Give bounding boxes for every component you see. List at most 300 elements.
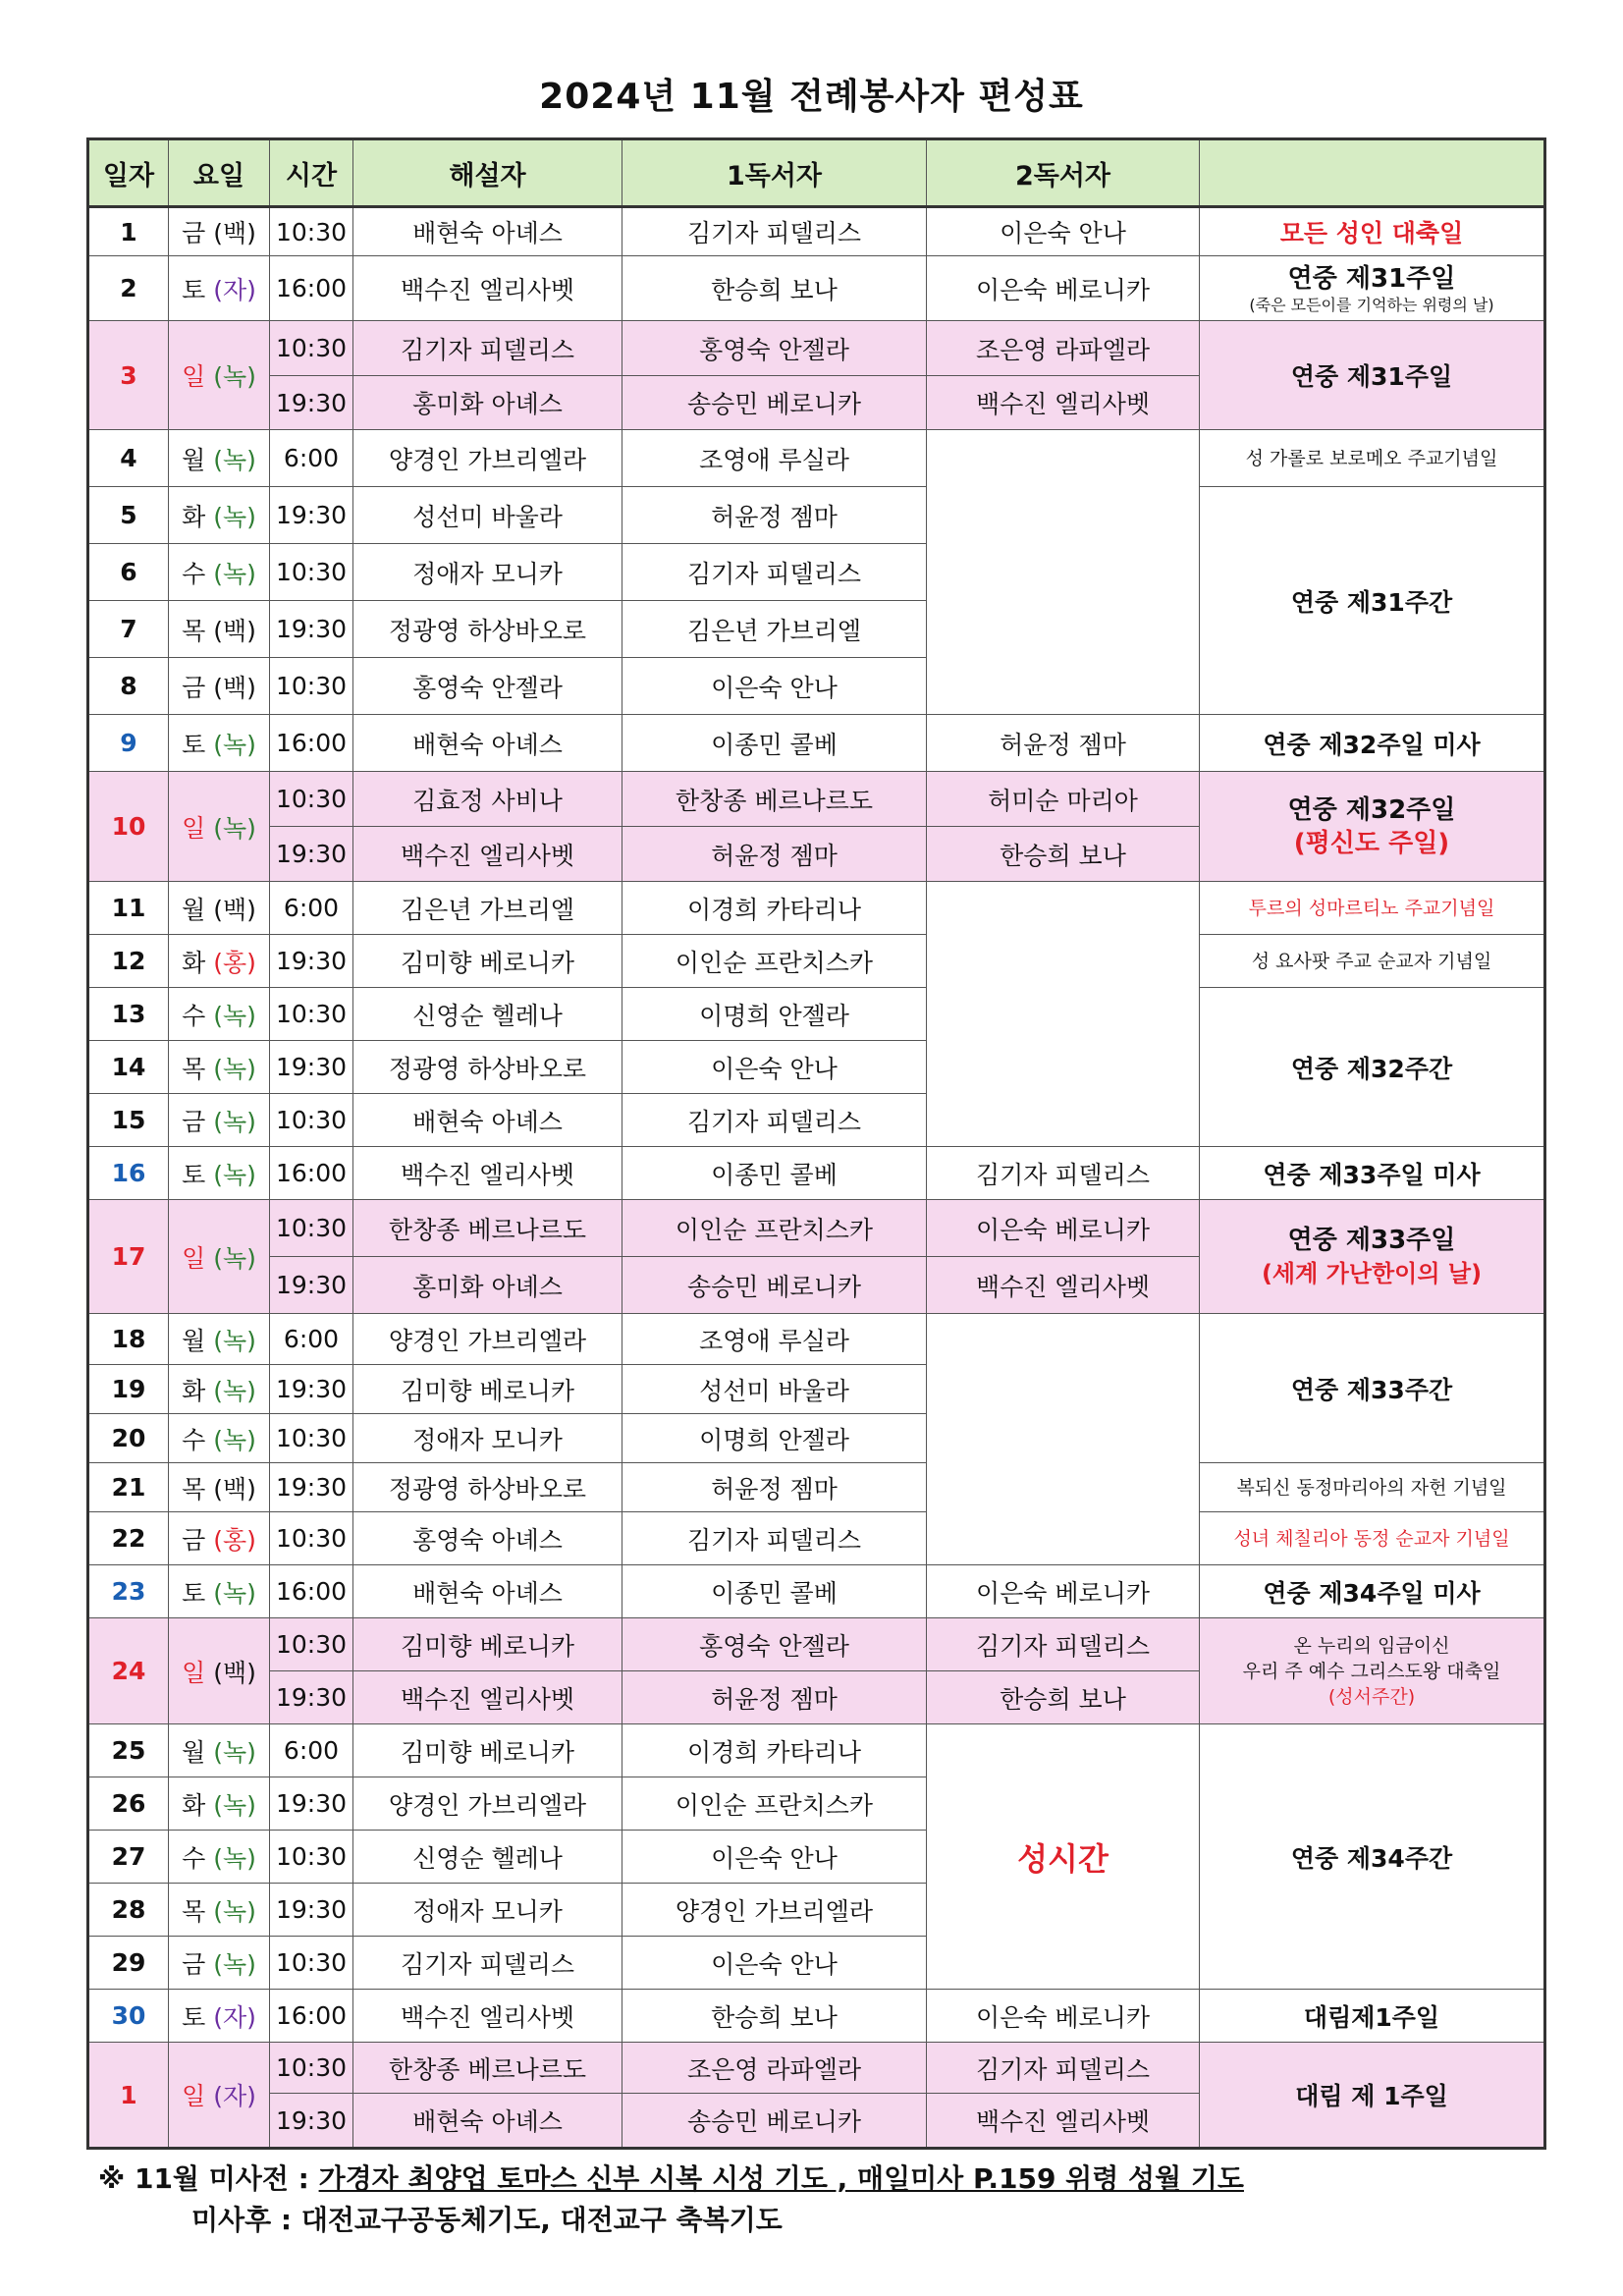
weekday-cell	[169, 882, 270, 935]
reader1-cell: 홍영숙 안젤라	[622, 321, 927, 376]
footer-prefix: ※ 11월 미사전 :	[98, 2162, 319, 2195]
weekday-cell	[169, 1777, 270, 1831]
schedule-table	[86, 137, 1546, 2150]
weekday-cell	[169, 935, 270, 988]
time-cell: 19:30	[270, 376, 353, 430]
liturgical-color: (녹)	[213, 1326, 256, 1355]
weekday-label: 금	[182, 673, 206, 702]
weekday-cell	[169, 1990, 270, 2043]
reader2-cell: 한승희 보나	[927, 827, 1200, 882]
weekday-cell	[169, 1365, 270, 1414]
reader1-cell: 성선미 바울라	[622, 1365, 927, 1414]
liturgy-note-cell	[1200, 988, 1545, 1147]
commentator-cell: 배현숙 아녜스	[353, 1565, 622, 1618]
weekday-label: 월	[182, 1737, 206, 1767]
note-ord32-week: 연중 제32주간	[1290, 1054, 1453, 1083]
commentator-cell: 정광영 하상바오로	[353, 1463, 622, 1512]
reader2-cell	[927, 430, 1200, 715]
note-bible-week: (성서주간)	[1327, 1685, 1416, 1708]
reader2-cell: 이은숙 베로니카	[927, 1200, 1200, 1257]
commentator-cell: 김기자 피델리스	[353, 1937, 622, 1990]
weekday-label: 월	[182, 445, 206, 474]
liturgical-color: (백)	[213, 673, 256, 702]
weekday-cell	[169, 430, 270, 487]
liturgy-note-cell	[1200, 1565, 1545, 1618]
reader1-cell: 허윤정 젬마	[622, 1463, 927, 1512]
reader2-cell: 김기자 피델리스	[927, 1618, 1200, 1671]
schedule-body	[88, 207, 1545, 2149]
footer-prayer-before: 가경자 최양업 토마스 신부 시복 시성 기도 , 매일미사 P.159 위령 성월 기도	[318, 2162, 1244, 2195]
date-cell: 5	[88, 487, 169, 544]
liturgy-note-cell	[1200, 2043, 1545, 2149]
table-row	[88, 487, 1545, 544]
reader2-cell: 백수진 엘리사벳	[927, 1257, 1200, 1314]
note-ord34-vigil: 연중 제34주일 미사	[1263, 1578, 1481, 1608]
date-cell: 10	[88, 772, 169, 882]
liturgy-note-cell	[1200, 1512, 1545, 1565]
time-cell: 19:30	[270, 1365, 353, 1414]
reader2-cell: 허윤정 젬마	[927, 715, 1200, 772]
header-note	[1200, 139, 1545, 207]
date-cell: 17	[88, 1200, 169, 1314]
weekday-cell	[169, 1147, 270, 1200]
liturgy-note-cell	[1200, 1314, 1545, 1463]
weekday-cell	[169, 1512, 270, 1565]
commentator-cell: 한창종 베르나르도	[353, 1200, 622, 1257]
weekday-cell	[169, 601, 270, 658]
time-cell: 19:30	[270, 1257, 353, 1314]
weekday-cell	[169, 988, 270, 1041]
reader1-cell: 양경인 가브리엘라	[622, 1884, 927, 1937]
weekday-label: 화	[182, 502, 206, 531]
weekday-label: 목	[182, 1474, 206, 1503]
weekday-label: 일	[182, 1243, 206, 1273]
date-cell: 1	[88, 207, 169, 256]
weekday-cell	[169, 1041, 270, 1094]
weekday-label: 화	[182, 948, 206, 977]
date-cell: 3	[88, 321, 169, 430]
header-row	[88, 139, 1545, 207]
table-row	[88, 988, 1545, 1041]
time-cell: 16:00	[270, 1565, 353, 1618]
liturgy-note-cell	[1200, 1990, 1545, 2043]
footer-line2: 미사후 : 대전교구공동체기도, 대전교구 축복기도	[191, 2204, 783, 2236]
commentator-cell: 김은년 가브리엘	[353, 882, 622, 935]
liturgy-note-cell	[1200, 487, 1545, 715]
note-martin: 투르의 성마르티노 주교기념일	[1248, 897, 1495, 919]
commentator-cell: 김미향 베로니카	[353, 1365, 622, 1414]
weekday-cell	[169, 1314, 270, 1365]
note-ord32-vigil: 연중 제32주일 미사	[1263, 730, 1481, 759]
note-ord33-vigil: 연중 제33주일 미사	[1263, 1160, 1481, 1189]
reader1-cell: 이종민 콜베	[622, 715, 927, 772]
reader1-cell: 이은숙 안나	[622, 658, 927, 715]
table-row	[88, 1147, 1545, 1200]
time-cell: 19:30	[270, 1041, 353, 1094]
time-cell: 10:30	[270, 1937, 353, 1990]
liturgical-color: (녹)	[213, 1578, 256, 1608]
date-cell: 2	[88, 256, 169, 321]
weekday-cell	[169, 1618, 270, 1724]
liturgy-note-cell	[1200, 935, 1545, 988]
liturgy-note-cell	[1200, 882, 1545, 935]
reader1-cell: 이종민 콜베	[622, 1147, 927, 1200]
commentator-cell: 정애자 모니카	[353, 1884, 622, 1937]
weekday-label: 수	[182, 1001, 206, 1030]
time-cell: 19:30	[270, 827, 353, 882]
reader2-cell: 김기자 피델리스	[927, 2043, 1200, 2094]
weekday-cell	[169, 1200, 270, 1314]
table-row	[88, 1618, 1545, 1671]
commentator-cell: 김효정 사비나	[353, 772, 622, 827]
commentator-cell: 백수진 엘리사벳	[353, 256, 622, 321]
commentator-cell: 한창종 베르나르도	[353, 2043, 622, 2094]
liturgy-note-cell	[1200, 321, 1545, 430]
note-laity-sunday: (평신도 주일)	[1293, 828, 1450, 858]
table-row	[88, 882, 1545, 935]
weekday-label: 목	[182, 616, 206, 645]
weekday-label: 일	[182, 1658, 206, 1687]
weekday-cell	[169, 1724, 270, 1777]
time-cell: 19:30	[270, 1777, 353, 1831]
commentator-cell: 배현숙 아녜스	[353, 715, 622, 772]
commentator-cell: 양경인 가브리엘라	[353, 430, 622, 487]
weekday-cell	[169, 544, 270, 601]
date-cell: 23	[88, 1565, 169, 1618]
liturgical-color: (녹)	[213, 730, 256, 759]
reader1-cell: 이명희 안젤라	[622, 988, 927, 1041]
note-ord31-week: 연중 제31주간	[1290, 587, 1453, 617]
note-presentation: 복되신 동정마리아의 자헌 기념일	[1236, 1476, 1507, 1499]
time-cell: 16:00	[270, 256, 353, 321]
table-row	[88, 1463, 1545, 1512]
commentator-cell: 백수진 엘리사벳	[353, 1671, 622, 1724]
reader2-cell: 김기자 피델리스	[927, 1147, 1200, 1200]
liturgical-color: (녹)	[213, 1949, 256, 1979]
reader1-cell: 이종민 콜베	[622, 1565, 927, 1618]
note-christ-king-2: 우리 주 예수 그리스도왕 대축일	[1242, 1660, 1501, 1682]
commentator-cell: 정광영 하상바오로	[353, 1041, 622, 1094]
commentator-cell: 배현숙 아녜스	[353, 207, 622, 256]
weekday-label: 화	[182, 1376, 206, 1405]
footer-notes	[98, 2159, 1244, 2241]
weekday-cell	[169, 321, 270, 430]
weekday-label: 수	[182, 1425, 206, 1454]
weekday-cell	[169, 1565, 270, 1618]
time-cell: 19:30	[270, 601, 353, 658]
reader1-cell: 김은년 가브리엘	[622, 601, 927, 658]
liturgy-note-cell	[1200, 1618, 1545, 1724]
header-reader2: 2독서자	[927, 139, 1200, 207]
time-cell: 10:30	[270, 1414, 353, 1463]
weekday-label: 일	[182, 362, 206, 391]
reader1-cell: 허윤정 젬마	[622, 1671, 927, 1724]
reader1-cell: 이은숙 안나	[622, 1831, 927, 1884]
time-cell: 10:30	[270, 1094, 353, 1147]
table-row	[88, 256, 1545, 321]
time-cell: 6:00	[270, 1724, 353, 1777]
reader1-cell: 홍영숙 안젤라	[622, 1618, 927, 1671]
liturgical-color: (녹)	[213, 1107, 256, 1136]
commentator-cell: 홍영숙 안젤라	[353, 658, 622, 715]
commentator-cell: 양경인 가브리엘라	[353, 1777, 622, 1831]
weekday-cell	[169, 487, 270, 544]
commentator-cell: 김미향 베로니카	[353, 935, 622, 988]
time-cell: 10:30	[270, 544, 353, 601]
date-cell: 8	[88, 658, 169, 715]
commentator-cell: 배현숙 아녜스	[353, 2094, 622, 2149]
commentator-cell: 홍미화 아녜스	[353, 376, 622, 430]
reader1-cell: 송승민 베로니카	[622, 1257, 927, 1314]
commentator-cell: 백수진 엘리사벳	[353, 1147, 622, 1200]
reader1-cell: 김기자 피델리스	[622, 544, 927, 601]
weekday-label: 토	[182, 1578, 206, 1608]
header-reader1: 1독서자	[622, 139, 927, 207]
liturgical-color: (녹)	[213, 362, 256, 391]
commentator-cell: 정광영 하상바오로	[353, 601, 622, 658]
weekday-cell	[169, 715, 270, 772]
reader2-cell: 허미순 마리아	[927, 772, 1200, 827]
liturgical-color: (백)	[213, 1658, 256, 1687]
time-cell: 19:30	[270, 1884, 353, 1937]
liturgical-color: (녹)	[213, 1243, 256, 1273]
date-cell: 26	[88, 1777, 169, 1831]
time-cell: 10:30	[270, 658, 353, 715]
note-advent1-vigil: 대림제1주일	[1303, 2002, 1440, 2032]
table-row	[88, 1565, 1545, 1618]
liturgical-color: (백)	[213, 219, 256, 247]
liturgical-color: (녹)	[213, 813, 256, 843]
date-cell: 20	[88, 1414, 169, 1463]
reader1-cell: 조은영 라파엘라	[622, 2043, 927, 2094]
note-ord31-sun-mass: 연중 제31주일	[1290, 362, 1453, 391]
weekday-label: 월	[182, 895, 206, 924]
time-cell: 10:30	[270, 1618, 353, 1671]
date-cell: 27	[88, 1831, 169, 1884]
date-cell: 16	[88, 1147, 169, 1200]
date-cell: 15	[88, 1094, 169, 1147]
liturgical-color: (녹)	[213, 1737, 256, 1767]
commentator-cell: 김기자 피델리스	[353, 321, 622, 376]
time-cell: 6:00	[270, 1314, 353, 1365]
liturgy-note-cell	[1200, 715, 1545, 772]
time-cell: 10:30	[270, 1831, 353, 1884]
weekday-cell	[169, 1831, 270, 1884]
commentator-cell: 성선미 바울라	[353, 487, 622, 544]
liturgical-color: (자)	[213, 2002, 256, 2032]
date-cell: 22	[88, 1512, 169, 1565]
commentator-cell: 정애자 모니카	[353, 544, 622, 601]
reader1-cell: 한승희 보나	[622, 256, 927, 321]
note-ord33-week: 연중 제33주간	[1290, 1375, 1453, 1404]
liturgy-note-cell	[1200, 207, 1545, 256]
weekday-cell	[169, 207, 270, 256]
note-ord32-sun: 연중 제32주일	[1287, 794, 1456, 825]
reader2-cell: 이은숙 베로니카	[927, 1990, 1200, 2043]
time-cell: 19:30	[270, 935, 353, 988]
liturgical-color: (녹)	[213, 1001, 256, 1030]
weekday-label: 목	[182, 1054, 206, 1083]
time-cell: 6:00	[270, 882, 353, 935]
liturgical-color: (녹)	[213, 1425, 256, 1454]
note-josaphat: 성 요사팟 주교 순교자 기념일	[1251, 950, 1492, 972]
header-commentator: 해설자	[353, 139, 622, 207]
liturgical-color: (자)	[213, 275, 256, 304]
liturgical-color: (녹)	[213, 1896, 256, 1926]
reader1-cell: 송승민 베로니카	[622, 2094, 927, 2149]
liturgical-color: (홍)	[213, 1525, 256, 1555]
date-cell: 4	[88, 430, 169, 487]
table-row	[88, 935, 1545, 988]
weekday-cell	[169, 1094, 270, 1147]
note-christ-king-1: 온 누리의 임금이신	[1293, 1634, 1450, 1657]
holy-hour-label: 성시간	[1017, 1839, 1109, 1878]
liturgical-color: (홍)	[213, 948, 256, 977]
time-cell: 19:30	[270, 2094, 353, 2149]
weekday-label: 토	[182, 275, 206, 304]
note-ord34-week: 연중 제34주간	[1290, 1843, 1453, 1873]
date-cell: 1	[88, 2043, 169, 2149]
table-row	[88, 1200, 1545, 1257]
liturgical-color: (녹)	[213, 1054, 256, 1083]
note-all-saints: 모든 성인 대축일	[1279, 219, 1464, 247]
liturgical-color: (자)	[213, 2082, 256, 2110]
commentator-cell: 배현숙 아녜스	[353, 1094, 622, 1147]
liturgical-color: (녹)	[213, 445, 256, 474]
time-cell: 10:30	[270, 772, 353, 827]
page-title: 2024년 11월 전례봉사자 편성표	[539, 77, 1084, 117]
table-row	[88, 430, 1545, 487]
time-cell: 16:00	[270, 1147, 353, 1200]
liturgy-note-cell	[1200, 1463, 1545, 1512]
commentator-cell: 신영순 헬레나	[353, 1831, 622, 1884]
reader1-cell: 김기자 피델리스	[622, 207, 927, 256]
commentator-cell: 백수진 엘리사벳	[353, 1990, 622, 2043]
liturgical-color: (녹)	[213, 1160, 256, 1189]
header-date: 일자	[88, 139, 169, 207]
header-time: 시간	[270, 139, 353, 207]
weekday-label: 금	[182, 1107, 206, 1136]
reader2-cell: 이은숙 베로니카	[927, 256, 1200, 321]
weekday-label: 금	[182, 1525, 206, 1555]
reader1-cell: 김기자 피델리스	[622, 1512, 927, 1565]
table-row	[88, 207, 1545, 256]
date-cell: 11	[88, 882, 169, 935]
time-cell: 10:30	[270, 2043, 353, 2094]
reader2-cell	[927, 1314, 1200, 1565]
date-cell: 18	[88, 1314, 169, 1365]
weekday-label: 목	[182, 1896, 206, 1926]
commentator-cell: 정애자 모니카	[353, 1414, 622, 1463]
date-cell: 19	[88, 1365, 169, 1414]
date-cell: 21	[88, 1463, 169, 1512]
weekday-label: 토	[182, 2002, 206, 2032]
table-row	[88, 772, 1545, 827]
reader2-cell	[927, 1724, 1200, 1990]
date-cell: 28	[88, 1884, 169, 1937]
weekday-label: 수	[182, 1843, 206, 1873]
time-cell: 16:00	[270, 1990, 353, 2043]
liturgy-note-cell	[1200, 1200, 1545, 1314]
liturgical-color: (백)	[213, 616, 256, 645]
weekday-label: 월	[182, 1326, 206, 1355]
reader2-cell: 이은숙 안나	[927, 207, 1200, 256]
time-cell: 10:30	[270, 988, 353, 1041]
reader1-cell: 허윤정 젬마	[622, 487, 927, 544]
commentator-cell: 홍미화 아녜스	[353, 1257, 622, 1314]
time-cell: 10:30	[270, 1512, 353, 1565]
weekday-cell	[169, 1884, 270, 1937]
weekday-cell	[169, 658, 270, 715]
reader1-cell: 송승민 베로니카	[622, 376, 927, 430]
liturgical-color: (녹)	[213, 559, 256, 588]
weekday-cell	[169, 1937, 270, 1990]
reader1-cell: 이경희 카타리나	[622, 882, 927, 935]
note-advent1-sun: 대림 제 1주일	[1295, 2082, 1448, 2110]
time-cell: 6:00	[270, 430, 353, 487]
reader1-cell: 이인순 프란치스카	[622, 1200, 927, 1257]
weekday-cell	[169, 1463, 270, 1512]
weekday-label: 화	[182, 1790, 206, 1820]
date-cell: 7	[88, 601, 169, 658]
liturgy-note-cell	[1200, 772, 1545, 882]
date-cell: 12	[88, 935, 169, 988]
date-cell: 14	[88, 1041, 169, 1094]
time-cell: 16:00	[270, 715, 353, 772]
time-cell: 10:30	[270, 1200, 353, 1257]
note-ord33-sun: 연중 제33주일	[1287, 1225, 1456, 1255]
reader2-cell: 조은영 라파엘라	[927, 321, 1200, 376]
weekday-label: 토	[182, 1160, 206, 1189]
commentator-cell: 김미향 베로니카	[353, 1618, 622, 1671]
liturgical-color: (녹)	[213, 1376, 256, 1405]
note-poor-day: (세계 가난한이의 날)	[1261, 1259, 1483, 1287]
note-borromeo: 성 가롤로 보로메오 주교기념일	[1245, 447, 1498, 469]
weekday-label: 일	[182, 813, 206, 843]
reader1-cell: 이은숙 안나	[622, 1937, 927, 1990]
reader1-cell: 이은숙 안나	[622, 1041, 927, 1094]
liturgical-color: (녹)	[213, 1790, 256, 1820]
weekday-label: 금	[182, 1949, 206, 1979]
date-cell: 30	[88, 1990, 169, 2043]
table-row	[88, 1990, 1545, 2043]
footer-line1	[98, 2159, 1244, 2200]
commentator-cell: 양경인 가브리엘라	[353, 1314, 622, 1365]
reader2-cell: 한승희 보나	[927, 1671, 1200, 1724]
reader2-cell: 이은숙 베로니카	[927, 1565, 1200, 1618]
liturgy-note-cell	[1200, 430, 1545, 487]
reader1-cell: 허윤정 젬마	[622, 827, 927, 882]
commentator-cell: 김미향 베로니카	[353, 1724, 622, 1777]
table-row	[88, 321, 1545, 376]
table-row	[88, 1314, 1545, 1365]
liturgical-color: (녹)	[213, 1843, 256, 1873]
time-cell: 10:30	[270, 207, 353, 256]
table-row	[88, 1724, 1545, 1777]
reader1-cell: 이경희 카타리나	[622, 1724, 927, 1777]
reader1-cell: 김기자 피델리스	[622, 1094, 927, 1147]
commentator-cell: 신영순 헬레나	[353, 988, 622, 1041]
reader1-cell: 이명희 안젤라	[622, 1414, 927, 1463]
date-cell: 9	[88, 715, 169, 772]
time-cell: 19:30	[270, 1671, 353, 1724]
note-all-souls: (죽은 모든이를 기억하는 위령의 날)	[1249, 295, 1494, 314]
weekday-cell	[169, 2043, 270, 2149]
weekday-cell	[169, 256, 270, 321]
reader2-cell	[927, 882, 1200, 1147]
weekday-label: 수	[182, 559, 206, 588]
time-cell: 10:30	[270, 321, 353, 376]
